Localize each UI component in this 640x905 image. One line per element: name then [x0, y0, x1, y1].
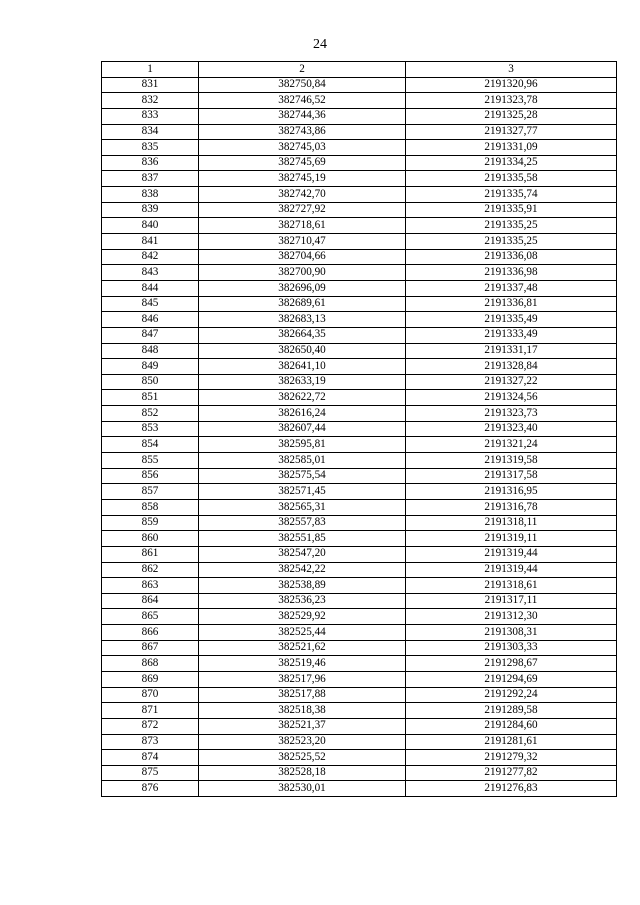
x-coordinate-cell: 382745,19	[199, 171, 406, 187]
table-row	[102, 249, 617, 265]
table-row	[102, 562, 617, 578]
point-number-cell: 875	[102, 765, 199, 781]
point-number-cell: 841	[102, 234, 199, 250]
table-row	[102, 765, 617, 781]
point-number-cell: 838	[102, 187, 199, 203]
y-coordinate-cell: 2191276,83	[406, 781, 617, 797]
x-coordinate-cell: 382547,20	[199, 546, 406, 562]
point-number-cell: 832	[102, 93, 199, 109]
x-coordinate-cell: 382521,62	[199, 640, 406, 656]
x-coordinate-cell: 382525,52	[199, 750, 406, 766]
y-coordinate-cell: 2191335,58	[406, 171, 617, 187]
table-row	[102, 234, 617, 250]
table-row	[102, 687, 617, 703]
x-coordinate-cell: 382641,10	[199, 359, 406, 375]
y-coordinate-cell: 2191335,49	[406, 312, 617, 328]
y-coordinate-cell: 2191319,44	[406, 546, 617, 562]
x-coordinate-cell: 382551,85	[199, 531, 406, 547]
table-row	[102, 578, 617, 594]
point-number-cell: 861	[102, 546, 199, 562]
x-coordinate-cell: 382557,83	[199, 515, 406, 531]
table-row	[102, 374, 617, 390]
point-number-cell: 851	[102, 390, 199, 406]
y-coordinate-cell: 2191323,78	[406, 93, 617, 109]
table-row	[102, 734, 617, 750]
table-row	[102, 515, 617, 531]
point-number-cell: 850	[102, 374, 199, 390]
table-row	[102, 406, 617, 422]
point-number-cell: 870	[102, 687, 199, 703]
x-coordinate-cell: 382538,89	[199, 578, 406, 594]
y-coordinate-cell: 2191279,32	[406, 750, 617, 766]
x-coordinate-cell: 382595,81	[199, 437, 406, 453]
x-coordinate-cell: 382529,92	[199, 609, 406, 625]
point-number-cell: 866	[102, 625, 199, 641]
point-number-cell: 873	[102, 734, 199, 750]
y-coordinate-cell: 2191327,77	[406, 124, 617, 140]
table-row	[102, 327, 617, 343]
y-coordinate-cell: 2191323,73	[406, 406, 617, 422]
y-coordinate-cell: 2191294,69	[406, 671, 617, 687]
x-coordinate-cell: 382683,13	[199, 312, 406, 328]
table-row	[102, 77, 617, 93]
table-row	[102, 155, 617, 171]
point-number-cell: 872	[102, 718, 199, 734]
point-number-cell: 842	[102, 249, 199, 265]
table-row	[102, 718, 617, 734]
y-coordinate-cell: 2191316,78	[406, 499, 617, 515]
point-number-cell: 867	[102, 640, 199, 656]
table-row	[102, 656, 617, 672]
point-number-cell: 869	[102, 671, 199, 687]
point-number-cell: 835	[102, 140, 199, 156]
point-number-cell: 847	[102, 327, 199, 343]
point-number-cell: 859	[102, 515, 199, 531]
column-header: 3	[406, 62, 617, 78]
point-number-cell: 862	[102, 562, 199, 578]
y-coordinate-cell: 2191292,24	[406, 687, 617, 703]
point-number-cell: 836	[102, 155, 199, 171]
table-row	[102, 484, 617, 500]
x-coordinate-cell: 382523,20	[199, 734, 406, 750]
x-coordinate-cell: 382571,45	[199, 484, 406, 500]
y-coordinate-cell: 2191323,40	[406, 421, 617, 437]
point-number-cell: 864	[102, 593, 199, 609]
table-row	[102, 343, 617, 359]
x-coordinate-cell: 382700,90	[199, 265, 406, 281]
table-row	[102, 781, 617, 797]
point-number-cell: 848	[102, 343, 199, 359]
y-coordinate-cell: 2191317,58	[406, 468, 617, 484]
table-row	[102, 312, 617, 328]
point-number-cell: 858	[102, 499, 199, 515]
x-coordinate-cell: 382525,44	[199, 625, 406, 641]
point-number-cell: 874	[102, 750, 199, 766]
y-coordinate-cell: 2191284,60	[406, 718, 617, 734]
table-row	[102, 171, 617, 187]
x-coordinate-cell: 382519,46	[199, 656, 406, 672]
x-coordinate-cell: 382745,03	[199, 140, 406, 156]
y-coordinate-cell: 2191320,96	[406, 77, 617, 93]
y-coordinate-cell: 2191335,91	[406, 202, 617, 218]
x-coordinate-cell: 382616,24	[199, 406, 406, 422]
table-row	[102, 671, 617, 687]
y-coordinate-cell: 2191336,08	[406, 249, 617, 265]
table-row	[102, 390, 617, 406]
y-coordinate-cell: 2191318,61	[406, 578, 617, 594]
point-number-cell: 855	[102, 453, 199, 469]
y-coordinate-cell: 2191308,31	[406, 625, 617, 641]
coordinates-table	[101, 61, 617, 797]
table-row	[102, 609, 617, 625]
table-row	[102, 546, 617, 562]
x-coordinate-cell: 382650,40	[199, 343, 406, 359]
point-number-cell: 831	[102, 77, 199, 93]
y-coordinate-cell: 2191337,48	[406, 280, 617, 296]
x-coordinate-cell: 382565,31	[199, 499, 406, 515]
point-number-cell: 853	[102, 421, 199, 437]
y-coordinate-cell: 2191335,25	[406, 218, 617, 234]
page-number: 24	[313, 37, 327, 52]
y-coordinate-cell: 2191328,84	[406, 359, 617, 375]
table-row	[102, 280, 617, 296]
y-coordinate-cell: 2191321,24	[406, 437, 617, 453]
x-coordinate-cell: 382517,88	[199, 687, 406, 703]
point-number-cell: 856	[102, 468, 199, 484]
point-number-cell: 844	[102, 280, 199, 296]
table-row	[102, 187, 617, 203]
table-header-row	[102, 62, 617, 78]
x-coordinate-cell: 382528,18	[199, 765, 406, 781]
x-coordinate-cell: 382536,23	[199, 593, 406, 609]
y-coordinate-cell: 2191335,74	[406, 187, 617, 203]
y-coordinate-cell: 2191303,33	[406, 640, 617, 656]
table-row	[102, 499, 617, 515]
table-row	[102, 296, 617, 312]
y-coordinate-cell: 2191333,49	[406, 327, 617, 343]
point-number-cell: 860	[102, 531, 199, 547]
table-row	[102, 140, 617, 156]
x-coordinate-cell: 382517,96	[199, 671, 406, 687]
x-coordinate-cell: 382633,19	[199, 374, 406, 390]
table-row	[102, 453, 617, 469]
y-coordinate-cell: 2191331,17	[406, 343, 617, 359]
y-coordinate-cell: 2191336,98	[406, 265, 617, 281]
x-coordinate-cell: 382727,92	[199, 202, 406, 218]
point-number-cell: 843	[102, 265, 199, 281]
table-row	[102, 124, 617, 140]
y-coordinate-cell: 2191331,09	[406, 140, 617, 156]
table-row	[102, 437, 617, 453]
y-coordinate-cell: 2191318,11	[406, 515, 617, 531]
x-coordinate-cell: 382622,72	[199, 390, 406, 406]
table-row	[102, 108, 617, 124]
point-number-cell: 840	[102, 218, 199, 234]
column-header: 1	[102, 62, 199, 78]
x-coordinate-cell: 382530,01	[199, 781, 406, 797]
table-row	[102, 750, 617, 766]
y-coordinate-cell: 2191336,81	[406, 296, 617, 312]
table-row	[102, 93, 617, 109]
point-number-cell: 846	[102, 312, 199, 328]
point-number-cell: 876	[102, 781, 199, 797]
column-header: 2	[199, 62, 406, 78]
table-row	[102, 359, 617, 375]
point-number-cell: 871	[102, 703, 199, 719]
y-coordinate-cell: 2191277,82	[406, 765, 617, 781]
x-coordinate-cell: 382585,01	[199, 453, 406, 469]
y-coordinate-cell: 2191298,67	[406, 656, 617, 672]
table-row	[102, 202, 617, 218]
point-number-cell: 854	[102, 437, 199, 453]
table-row	[102, 625, 617, 641]
y-coordinate-cell: 2191325,28	[406, 108, 617, 124]
point-number-cell: 857	[102, 484, 199, 500]
y-coordinate-cell: 2191317,11	[406, 593, 617, 609]
point-number-cell: 868	[102, 656, 199, 672]
point-number-cell: 833	[102, 108, 199, 124]
x-coordinate-cell: 382718,61	[199, 218, 406, 234]
y-coordinate-cell: 2191335,25	[406, 234, 617, 250]
x-coordinate-cell: 382696,09	[199, 280, 406, 296]
table-row	[102, 265, 617, 281]
table-row	[102, 218, 617, 234]
x-coordinate-cell: 382743,86	[199, 124, 406, 140]
x-coordinate-cell: 382689,61	[199, 296, 406, 312]
x-coordinate-cell: 382607,44	[199, 421, 406, 437]
y-coordinate-cell: 2191281,61	[406, 734, 617, 750]
point-number-cell: 834	[102, 124, 199, 140]
y-coordinate-cell: 2191319,58	[406, 453, 617, 469]
table-row	[102, 531, 617, 547]
y-coordinate-cell: 2191312,30	[406, 609, 617, 625]
table-row	[102, 468, 617, 484]
point-number-cell: 839	[102, 202, 199, 218]
point-number-cell: 852	[102, 406, 199, 422]
table-row	[102, 421, 617, 437]
table-body	[102, 77, 617, 796]
x-coordinate-cell: 382518,38	[199, 703, 406, 719]
x-coordinate-cell: 382742,70	[199, 187, 406, 203]
point-number-cell: 865	[102, 609, 199, 625]
y-coordinate-cell: 2191289,58	[406, 703, 617, 719]
point-number-cell: 837	[102, 171, 199, 187]
point-number-cell: 849	[102, 359, 199, 375]
y-coordinate-cell: 2191319,11	[406, 531, 617, 547]
y-coordinate-cell: 2191334,25	[406, 155, 617, 171]
x-coordinate-cell: 382704,66	[199, 249, 406, 265]
x-coordinate-cell: 382664,35	[199, 327, 406, 343]
y-coordinate-cell: 2191324,56	[406, 390, 617, 406]
x-coordinate-cell: 382744,36	[199, 108, 406, 124]
x-coordinate-cell: 382750,84	[199, 77, 406, 93]
table-row	[102, 703, 617, 719]
y-coordinate-cell: 2191327,22	[406, 374, 617, 390]
y-coordinate-cell: 2191316,95	[406, 484, 617, 500]
y-coordinate-cell: 2191319,44	[406, 562, 617, 578]
point-number-cell: 845	[102, 296, 199, 312]
x-coordinate-cell: 382575,54	[199, 468, 406, 484]
point-number-cell: 863	[102, 578, 199, 594]
table-row	[102, 593, 617, 609]
x-coordinate-cell: 382710,47	[199, 234, 406, 250]
x-coordinate-cell: 382542,22	[199, 562, 406, 578]
table-row	[102, 640, 617, 656]
x-coordinate-cell: 382521,37	[199, 718, 406, 734]
x-coordinate-cell: 382746,52	[199, 93, 406, 109]
x-coordinate-cell: 382745,69	[199, 155, 406, 171]
